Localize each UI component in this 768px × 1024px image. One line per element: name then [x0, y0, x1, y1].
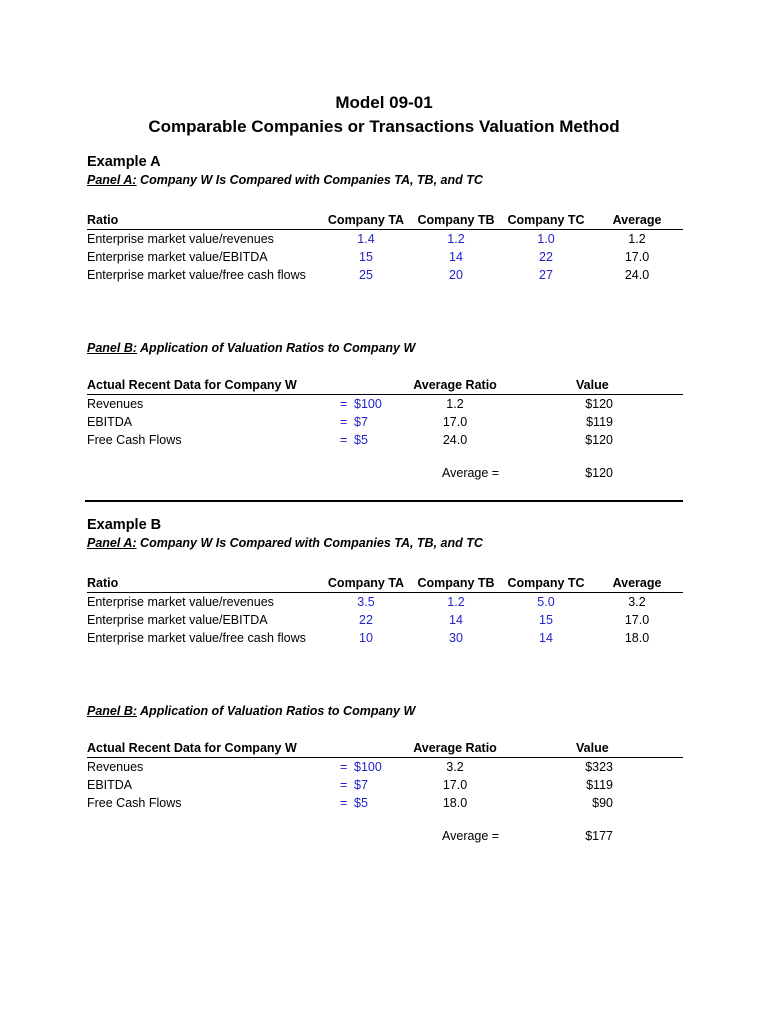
col-header-value: Value	[576, 378, 609, 392]
company-tb-value: 14	[449, 613, 463, 627]
ratio-name: Enterprise market value/free cash flows	[87, 268, 306, 282]
section-divider	[85, 500, 683, 502]
model-title: Model 09-01	[335, 93, 433, 112]
average-ratio-value: 18.0	[442, 796, 468, 810]
company-ta-value: 3.5	[357, 595, 375, 609]
average-total-value: $120	[585, 466, 613, 480]
document-title: Comparable Companies or Transactions Valuation Method	[148, 117, 620, 136]
company-tc-value: 5.0	[537, 595, 555, 609]
col-header-ratio: Ratio	[87, 213, 119, 227]
company-tc-value: 22	[539, 250, 553, 264]
panel-b-label: Panel B:	[87, 704, 138, 718]
equals-sign: =	[340, 415, 348, 429]
average-label: Average =	[442, 829, 500, 843]
average-ratio-value: 3.2	[446, 760, 464, 774]
panel-a-caption	[87, 173, 483, 187]
company-w-amount: $7	[354, 415, 368, 429]
company-ta-value: 15	[359, 250, 373, 264]
equals-sign: =	[340, 760, 348, 774]
panel-b-title: Application of Valuation Ratios to Company W	[140, 704, 416, 718]
company-ta-value: 10	[359, 631, 373, 645]
average-ratio-value: 24.0	[442, 433, 468, 447]
col-header-company-tb: Company TB	[417, 576, 495, 590]
data-item-name: Free Cash Flows	[87, 433, 182, 447]
ratio-name: Enterprise market value/free cash flows	[87, 631, 306, 645]
ratio-name: Enterprise market value/EBITDA	[87, 613, 268, 627]
company-ta-value: 1.4	[357, 232, 375, 246]
company-tc-value: 15	[539, 613, 553, 627]
panel-a-caption	[87, 536, 483, 550]
computed-value: $90	[592, 796, 613, 810]
example-heading: Example B	[87, 517, 162, 533]
company-w-amount: $5	[354, 433, 368, 447]
company-tc-value: 14	[539, 631, 553, 645]
company-w-amount: $100	[354, 397, 382, 411]
example-heading: Example A	[87, 154, 161, 170]
computed-value: $119	[586, 415, 613, 429]
col-header-company-ta: Company TA	[327, 213, 405, 227]
col-header-company-tb: Company TB	[417, 213, 495, 227]
col-header-average: Average	[612, 576, 662, 590]
company-tc-value: 1.0	[537, 232, 555, 246]
equals-sign: =	[340, 796, 348, 810]
header-rule	[87, 229, 683, 230]
equals-sign: =	[340, 778, 348, 792]
data-item-name: Revenues	[87, 760, 144, 774]
company-tc-value: 27	[539, 268, 553, 282]
average-ratio-value: 17.0	[442, 415, 468, 429]
header-rule	[87, 757, 683, 758]
average-label: Average =	[442, 466, 500, 480]
average-value: 3.2	[628, 595, 646, 609]
company-tb-value: 1.2	[447, 232, 465, 246]
company-tb-value: 30	[449, 631, 463, 645]
company-tb-value: 1.2	[447, 595, 465, 609]
company-w-amount: $100	[354, 760, 382, 774]
panel-b-caption	[87, 704, 415, 718]
col-header-average: Average	[612, 213, 662, 227]
average-value: 17.0	[624, 613, 650, 627]
col-header-actual-data: Actual Recent Data for Company W	[87, 378, 297, 392]
panel-a-title: Company W Is Compared with Companies TA, TB, and TC	[140, 173, 483, 187]
company-w-amount: $7	[354, 778, 368, 792]
panel-a-label: Panel A:	[87, 536, 137, 550]
data-item-name: EBITDA	[87, 415, 133, 429]
company-w-amount: $5	[354, 796, 368, 810]
average-total-value: $177	[585, 829, 613, 843]
company-tb-value: 14	[449, 250, 463, 264]
col-header-average-ratio: Average Ratio	[413, 378, 497, 392]
computed-value: $120	[585, 433, 613, 447]
data-item-name: EBITDA	[87, 778, 133, 792]
ratio-name: Enterprise market value/revenues	[87, 595, 274, 609]
company-tb-value: 20	[449, 268, 463, 282]
equals-sign: =	[340, 433, 348, 447]
header-rule	[87, 394, 683, 395]
average-value: 24.0	[624, 268, 650, 282]
panel-b-label: Panel B:	[87, 341, 138, 355]
ratio-name: Enterprise market value/EBITDA	[87, 250, 268, 264]
col-header-actual-data: Actual Recent Data for Company W	[87, 741, 297, 755]
average-ratio-value: 17.0	[442, 778, 468, 792]
average-value: 1.2	[628, 232, 646, 246]
company-ta-value: 25	[359, 268, 373, 282]
col-header-value: Value	[576, 741, 609, 755]
col-header-company-ta: Company TA	[327, 576, 405, 590]
col-header-company-tc: Company TC	[507, 213, 585, 227]
panel-a-title: Company W Is Compared with Companies TA, TB, and TC	[140, 536, 483, 550]
computed-value: $120	[585, 397, 613, 411]
panel-b-title: Application of Valuation Ratios to Company W	[140, 341, 416, 355]
company-ta-value: 22	[359, 613, 373, 627]
equals-sign: =	[340, 397, 348, 411]
col-header-average-ratio: Average Ratio	[413, 741, 497, 755]
col-header-ratio: Ratio	[87, 576, 119, 590]
panel-b-caption	[87, 341, 415, 355]
header-rule	[87, 592, 683, 593]
data-item-name: Revenues	[87, 397, 144, 411]
ratio-name: Enterprise market value/revenues	[87, 232, 274, 246]
panel-a-label: Panel A:	[87, 173, 137, 187]
computed-value: $119	[586, 778, 613, 792]
average-value: 17.0	[624, 250, 650, 264]
col-header-company-tc: Company TC	[507, 576, 585, 590]
data-item-name: Free Cash Flows	[87, 796, 182, 810]
average-ratio-value: 1.2	[446, 397, 464, 411]
average-value: 18.0	[624, 631, 650, 645]
computed-value: $323	[585, 760, 613, 774]
